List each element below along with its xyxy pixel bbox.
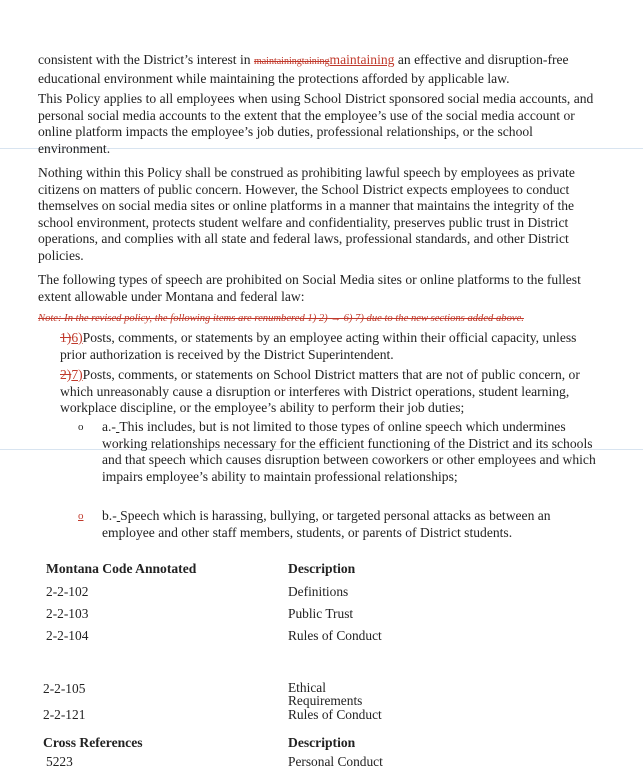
cross-header-code: Cross References: [43, 735, 143, 750]
sub-item-b: [78, 508, 598, 541]
paragraph-4: The following types of speech are prohibited on Social Media sites or online platforms to the fullest extent allowable under Montana and federal law:: [38, 272, 581, 304]
paragraph-3: Nothing within this Policy shall be construed as prohibiting lawful speech by employees as private citizens on matters of public concern. However, the School District expects employees to conduct themselves on social media sites or online platforms in a manner that maintains the integrity of the school environment, protects student welfare and confidentiality, preserves public trust in District operations, and complies with all state and federal laws, professional standards, and other District policies.: [38, 165, 575, 263]
mca-desc: Ethical Requirements: [288, 680, 363, 708]
mca-header-desc: Description: [288, 561, 356, 576]
cross-code: 5223: [46, 754, 73, 769]
item-old-num: 2): [60, 367, 72, 382]
mca-header-code: Montana Code Annotated: [46, 561, 197, 576]
list-item-6: [60, 330, 600, 363]
cross-header-desc: Description: [288, 735, 356, 750]
sub-item-body: [102, 419, 598, 485]
mca-code: 2-2-121: [43, 707, 86, 722]
mca-desc: Definitions: [288, 584, 349, 599]
bullet-icon: o: [78, 421, 84, 433]
sub-item-text: This includes, but is not limited to those types of online speech which undermines working relationships necessary for the efficient functioning of the District and its schools and that speech which causes disruption between coworkers or other employees and which impairs employee’s ability to maintain professional relationships;: [102, 419, 596, 484]
sub-item-a: [78, 419, 598, 485]
mca-desc: Rules of Conduct: [288, 707, 382, 722]
sub-item-body: [102, 508, 598, 541]
item-text: Posts, comments, or statements by an employee acting within their official capacity, unless prior authorization is received by the District Superintendent.: [60, 330, 577, 362]
p1-inserted: maintaining: [329, 52, 395, 67]
revision-note: Note: In the revised policy, the following items are renumbered 1) 2) → 6) 7) due to the new sections added above.: [38, 313, 524, 324]
mca-code: 2-2-102: [46, 584, 89, 599]
p1-before: consistent with the District’s interest in: [38, 52, 254, 67]
sub-item-label: a.-: [102, 419, 116, 434]
mca-code: 2-2-105: [43, 681, 86, 696]
paragraph-1: [38, 52, 598, 87]
p1-deleted: maintainingtaining: [253, 56, 330, 67]
mca-code: 2-2-104: [46, 628, 89, 643]
mca-code: 2-2-103: [46, 606, 89, 621]
item-text: Posts, comments, or statements on School District matters that are not of public concern, or which unreasonably cause a disruption or interferes with District operations, student learning, workplace discipline, or the employee’s ability to perform their job duties;: [60, 367, 580, 416]
p1-after: an effective and disruption-free educational environment while maintaining the protections afforded by applicable law.: [38, 52, 569, 86]
sub-item-label: b.-: [102, 508, 117, 523]
item-new-num: 6): [71, 330, 83, 345]
bullet-icon: o: [78, 510, 84, 522]
mca-desc: Public Trust: [288, 606, 354, 621]
paragraph-2: This Policy applies to all employees when using School District sponsored social media accounts, and personal social media accounts to the extent that the employee’s use of the social media account or online platform impacts the employee’s job duties, professional relationships, or the school environment.: [38, 91, 594, 156]
list-item-7: [60, 367, 600, 417]
item-old-num: 1): [60, 330, 72, 345]
mca-desc: Rules of Conduct: [288, 628, 382, 643]
item-new-num: 7): [71, 367, 83, 382]
cross-desc: Personal Conduct: [288, 754, 383, 769]
sub-item-text: Speech which is harassing, bullying, or targeted personal attacks as between an employee and other staff members, students, or parents of District students.: [102, 508, 551, 540]
